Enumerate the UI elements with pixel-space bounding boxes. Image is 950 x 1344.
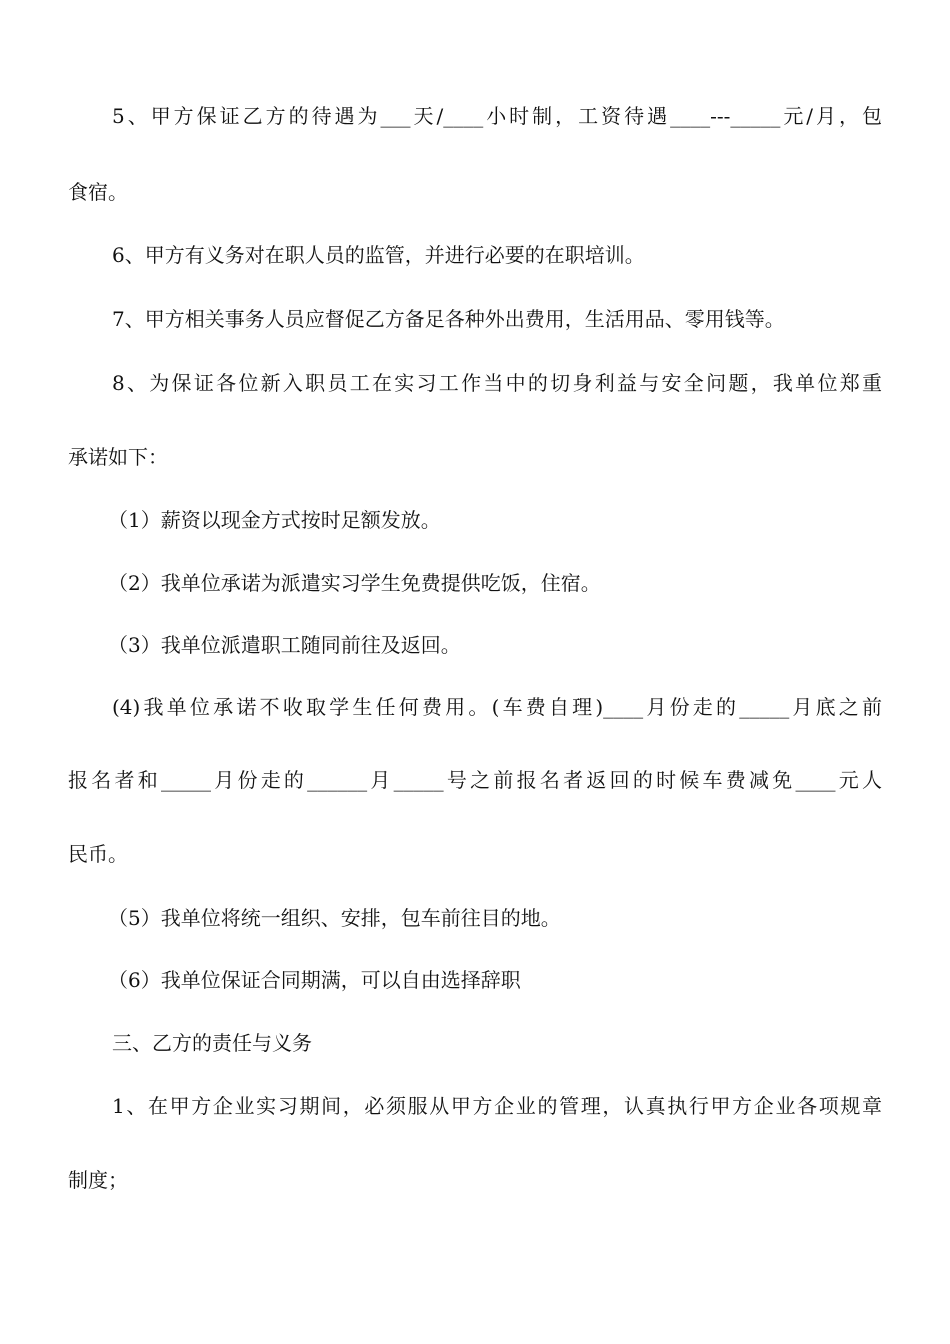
clause-5-line-1: 5、甲方保证乙方的待遇为___天/____小时制，工资待遇____---_____元/月，包 <box>112 104 882 128</box>
party-b-clause-1-line-1: 1、在甲方企业实习期间，必须服从甲方企业的管理，认真执行甲方企业各项规章 <box>112 1094 882 1118</box>
promise-item-5: （5）我单位将统一组织、安排，包车前往目的地。 <box>108 906 561 930</box>
promise-item-4-line-2: 报名者和_____月份走的______月_____号之前报名者返回的时候车费减免____元人 <box>68 768 882 792</box>
promise-item-4-line-3: 民币。 <box>68 842 128 866</box>
clause-8-line-1: 8、为保证各位新入职员工在实习工作当中的切身利益与安全问题，我单位郑重 <box>112 371 882 395</box>
clause-7: 7、甲方相关事务人员应督促乙方备足各种外出费用，生活用品、零用钱等。 <box>112 307 785 331</box>
party-b-clause-1-line-2: 制度； <box>68 1168 128 1192</box>
clause-5-line-2: 食宿。 <box>68 180 128 204</box>
promise-item-4-line-1: (4)我单位承诺不收取学生任何费用。(车费自理)____月份走的_____月底之前 <box>112 695 882 719</box>
clause-6: 6、甲方有义务对在职人员的监管，并进行必要的在职培训。 <box>112 243 645 267</box>
clause-8-line-2: 承诺如下： <box>68 445 168 469</box>
promise-item-2: （2）我单位承诺为派遣实习学生免费提供吃饭，住宿。 <box>108 571 601 595</box>
promise-item-1: （1）薪资以现金方式按时足额发放。 <box>108 508 441 532</box>
promise-item-6: （6）我单位保证合同期满，可以自由选择辞职 <box>108 968 521 992</box>
promise-item-3: （3）我单位派遣职工随同前往及返回。 <box>108 633 461 657</box>
section-heading-3: 三、乙方的责任与义务 <box>112 1031 312 1055</box>
